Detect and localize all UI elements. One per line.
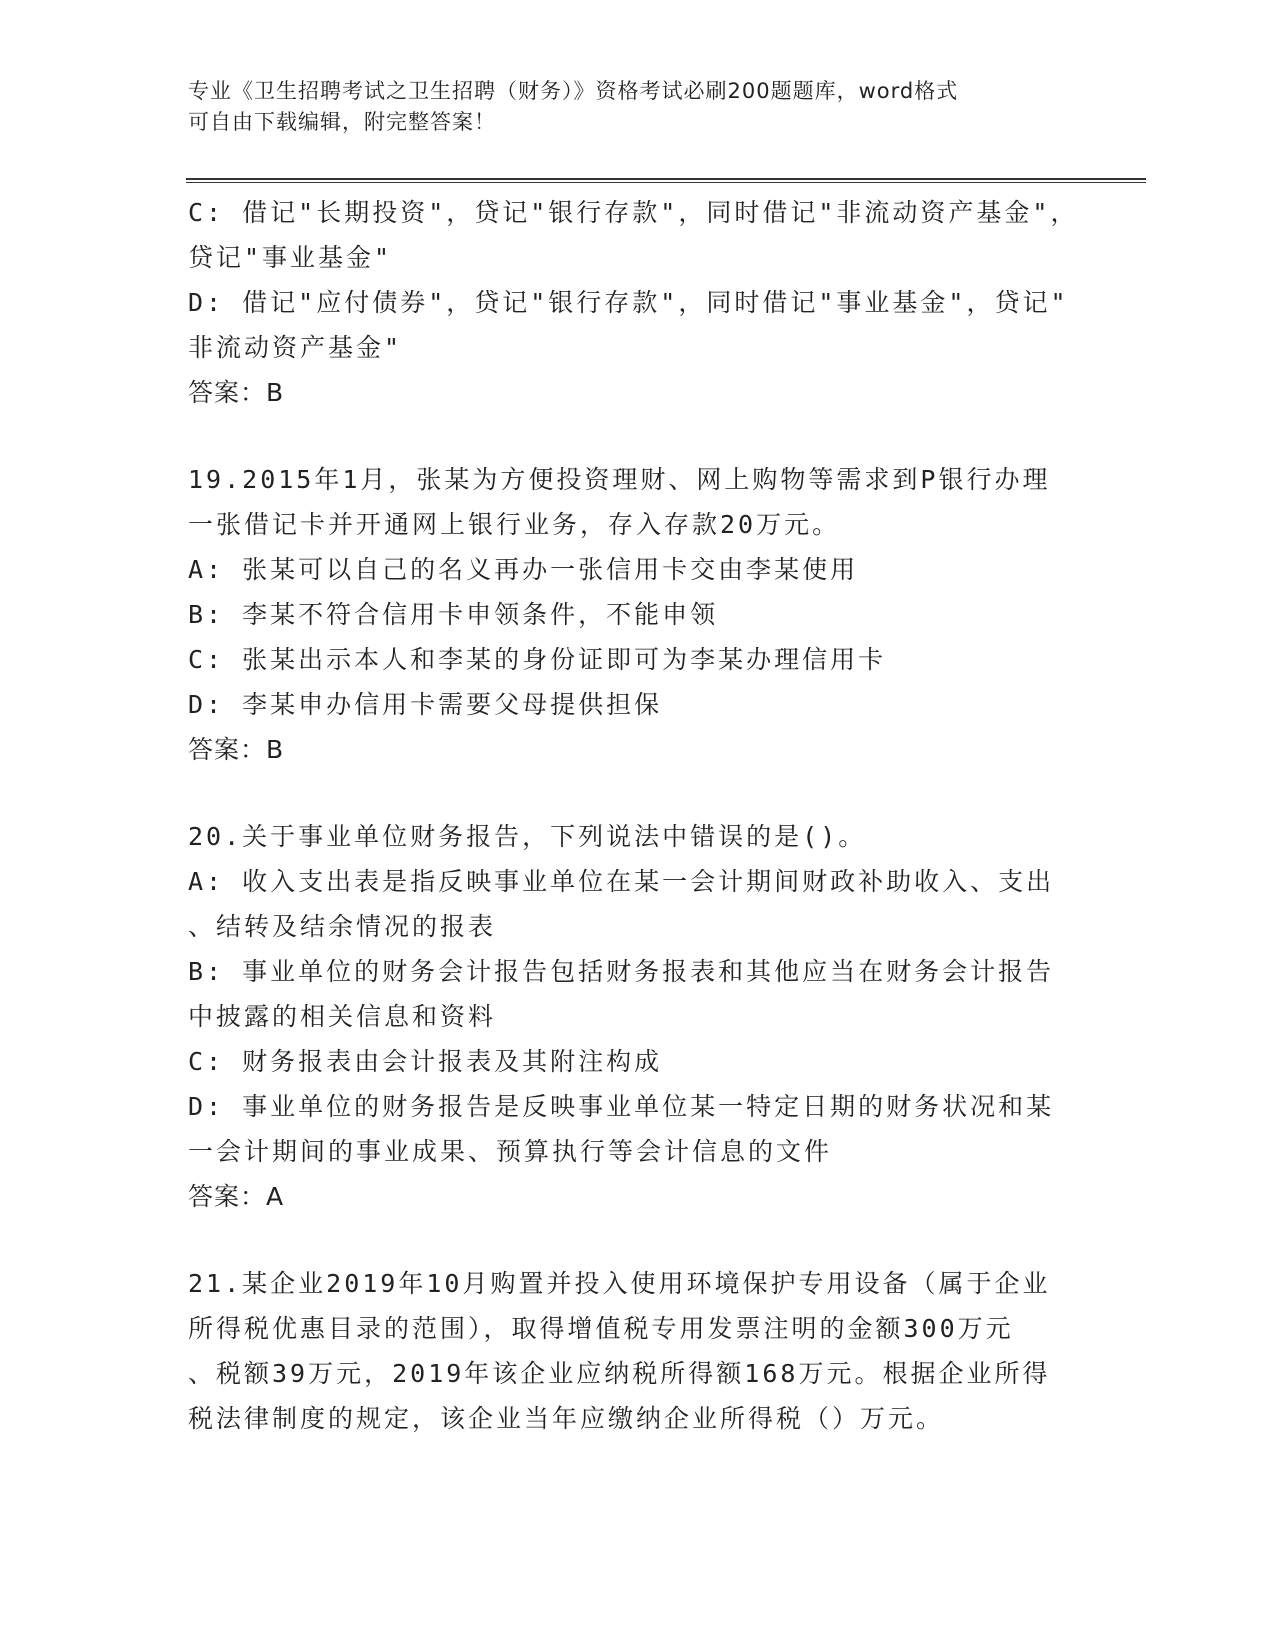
header-divider-thin	[186, 182, 1146, 183]
answer-label: 答案：A	[188, 1182, 285, 1211]
question-21	[188, 1261, 1088, 1441]
question-spacer	[188, 415, 1088, 457]
option-c: C: 张某出示本人和李某的身份证即可为李某办理信用卡	[188, 645, 887, 674]
question-stem-line-2: 一张借记卡并开通网上银行业务，存入存款20万元。	[188, 510, 841, 539]
question-stem-line-2: 所得税优惠目录的范围），取得增值税专用发票注明的金额300万元	[188, 1314, 1014, 1343]
question-content	[188, 190, 1088, 1441]
question-stem-line-3: 、税额39万元，2019年该企业应纳税所得额168万元。根据企业所得	[188, 1359, 1051, 1388]
option-a-line-2: 、结转及结余情况的报表	[188, 912, 497, 941]
header-title-line-2: 可自由下载编辑，附完整答案！	[188, 110, 496, 134]
option-b-line-1: B: 事业单位的财务会计报告包括财务报表和其他应当在财务会计报告	[188, 957, 1055, 986]
question-18-continued	[188, 190, 1088, 415]
option-c: C: 财务报表由会计报表及其附注构成	[188, 1047, 663, 1076]
answer-label: 答案：B	[188, 378, 285, 407]
option-d-line-2: 一会计期间的事业成果、预算执行等会计信息的文件	[188, 1137, 833, 1166]
question-stem: 20.关于事业单位财务报告，下列说法中错误的是()。	[188, 822, 867, 851]
option-d-line-2: 非流动资产基金"	[188, 333, 403, 362]
question-stem-line-1: 19.2015年1月，张某为方便投资理财、网上购物等需求到P银行办理	[188, 465, 1051, 494]
option-b: B: 李某不符合信用卡申领条件，不能申领	[188, 600, 719, 629]
header-title-line-1: 专业《卫生招聘考试之卫生招聘（财务）》资格考试必刷200题题库，word格式	[188, 79, 959, 103]
option-b-line-2: 中披露的相关信息和资料	[188, 1002, 497, 1031]
option-d-line-1: D: 事业单位的财务报告是反映事业单位某一特定日期的财务状况和某	[188, 1092, 1055, 1121]
option-d-line-1: D: 借记"应付债券"，贷记"银行存款"，同时借记"事业基金"，贷记"	[188, 288, 1069, 317]
question-spacer	[188, 1219, 1088, 1261]
option-c-line-2: 贷记"事业基金"	[188, 243, 393, 272]
question-stem-line-1: 21.某企业2019年10月购置并投入使用环境保护专用设备（属于企业	[188, 1269, 1051, 1298]
question-20	[188, 814, 1088, 1219]
question-stem-line-4: 税法律制度的规定，该企业当年应缴纳企业所得税（）万元。	[188, 1404, 945, 1433]
answer-label: 答案：B	[188, 735, 285, 764]
option-d: D: 李某申办信用卡需要父母提供担保	[188, 690, 663, 719]
option-a: A: 张某可以自己的名义再办一张信用卡交由李某使用	[188, 555, 859, 584]
header-divider-thick	[186, 178, 1146, 180]
option-c-line-1: C: 借记"长期投资"，贷记"银行存款"，同时借记"非流动资产基金"，	[188, 198, 1079, 227]
question-spacer	[188, 772, 1088, 814]
question-19	[188, 457, 1088, 772]
option-a-line-1: A: 收入支出表是指反映事业单位在某一会计期间财政补助收入、支出	[188, 867, 1055, 896]
document-header	[188, 76, 1068, 138]
